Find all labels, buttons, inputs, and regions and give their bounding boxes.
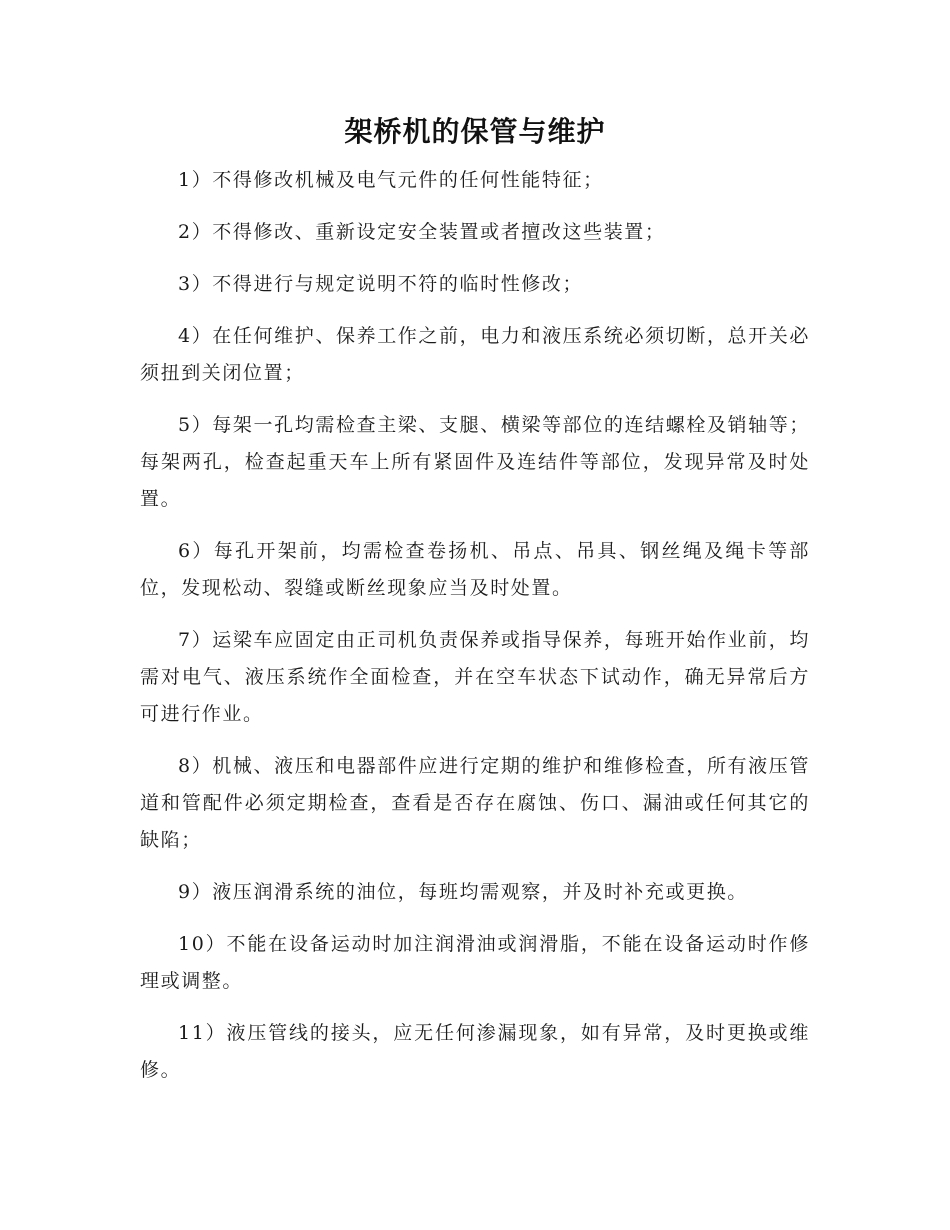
paragraph-6: 6）每孔开架前，均需检查卷扬机、吊点、吊具、钢丝绳及绳卡等部位，发现松动、裂缝或断丝现象应当及时处置。: [140, 540, 810, 599]
paragraph-7: 7）运梁车应固定由正司机负责保养或指导保养，每班开始作业前，均需对电气、液压系统作全面检查，并在空车状态下试动作，确无异常后方可进行作业。: [140, 629, 810, 725]
document-title: 架桥机的保管与维护: [344, 115, 606, 148]
paragraph-3: 3）不得进行与规定说明不符的临时性修改；: [178, 273, 584, 295]
paragraph-1: 1）不得修改机械及电气元件的任何性能特征；: [178, 169, 604, 191]
paragraph-4: 4）在任何维护、保养工作之前，电力和液压系统必须切断，总开关必须扭到关闭位置；: [140, 325, 810, 384]
paragraph-5: 5）每架一孔均需检查主梁、支腿、横梁等部位的连结螺栓及销轴等；每架两孔，检查起重天车上所有紧固件及连结件等部位，发现异常及时处置。: [140, 414, 810, 510]
paragraph-2: 2）不得修改、重新设定安全装置或者擅改这些装置；: [178, 221, 666, 243]
paragraph-11: 11）液压管线的接头，应无任何渗漏现象，如有异常，及时更换或维修。: [140, 1022, 810, 1081]
document-body: [140, 162, 810, 1104]
paragraph-8: 8）机械、液压和电器部件应进行定期的维护和维修检查，所有液压管道和管配件必须定期检查，查看是否存在腐蚀、伤口、漏油或任何其它的缺陷；: [140, 755, 810, 851]
paragraph-9: 9）液压润滑系统的油位，每班均需观察，并及时补充或更换。: [178, 881, 748, 903]
paragraph-10: 10）不能在设备运动时加注润滑油或润滑脂，不能在设备运动时作修理或调整。: [140, 933, 810, 992]
